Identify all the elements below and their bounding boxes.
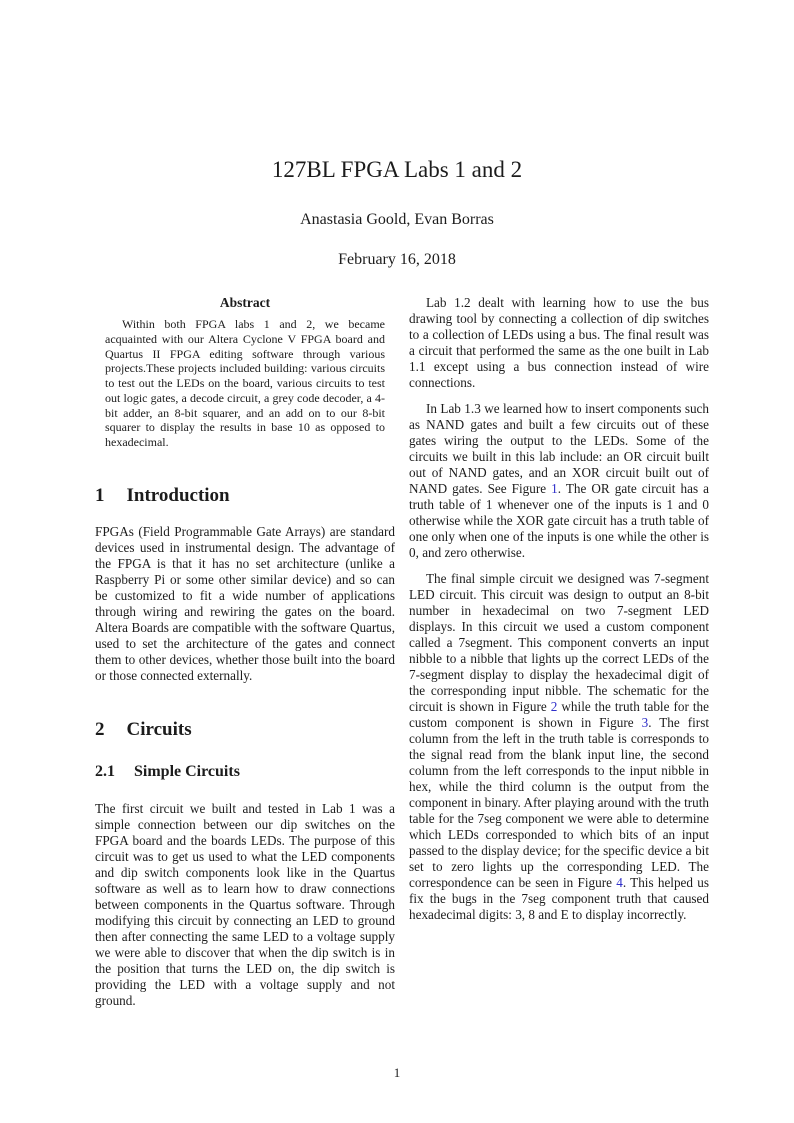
left-column: [95, 295, 395, 1009]
introduction-paragraph: FPGAs (Field Programmable Gate Arrays) are standard devices used in instrumental design. The advantage of the FPGA is that it has no set architecture (unlike a Raspberry Pi or some other similar device) and so can be customized to fit a wide number of applications through wiring and rewiring the gates on the board. Altera Boards are compatible with the software Quartus, used to set the architecture of the gates and connect them to other devices, whether those built into the board or those connected externally.: [95, 523, 395, 683]
section-number: 1: [95, 484, 105, 506]
two-column-layout: [95, 295, 710, 1009]
section-heading-circuits: [95, 718, 395, 741]
abstract-text: Within both FPGA labs 1 and 2, we became acquainted with our Altera Cyclone V FPGA board and Quartus II FPGA editing software through various projects.These projects included building: various circuits to test out the LEDs on the board, various circuits to test out logic gates, a decode circuit, a grey code decoder, a 4-bit adder, an 8-bit squarer, and an add on to our 8-bit squarer to display the results in base 10 as opposed to hexadecimal.: [105, 317, 385, 449]
figure-reference-link[interactable]: 3: [641, 715, 649, 730]
page-number: 1: [393, 1065, 401, 1080]
lab-1-3-paragraph: In Lab 1.3 we learned how to insert components such as NAND gates and built a few circuits out of these gates wiring the output to the LEDs. Some of the circuits we built in this lab include: an OR circuit built out of NAND gates, and an XOR circuit built out of NAND gates. See Figure 1. The OR gate circuit has a truth table of 1 whenever one of the inputs is 1 and 0 otherwise while the XOR gate circuit has a truth table of one only when one of the inputs is one while the other is 0, and zero otherwise.: [409, 401, 709, 560]
figure-reference-link[interactable]: 1: [551, 481, 558, 496]
section-heading-introduction: [95, 484, 395, 507]
simple-circuits-paragraph: The first circuit we built and tested in Lab 1 was a simple connection between our dip switches on the FPGA board and the boards LEDs. The purpose of this circuit was to get us used to what the LED components and dip switch components look like in the Quartus software as well as to learn how to draw connections between components in the Quartus software. Through modifying this circuit by connecting an LED to ground then after connecting the same LED to a voltage supply we were able to discover that when the dip switch is in the position that turns the LED on, the dip switch is providing the LED with a voltage supply and not ground.: [95, 800, 395, 1008]
paper-authors: Anastasia Goold, Evan Borras: [300, 211, 494, 228]
paper-date: February 16, 2018: [338, 251, 456, 268]
section-number: 2: [95, 718, 105, 740]
abstract-heading: Abstract: [219, 295, 271, 310]
section-title: Circuits: [126, 718, 192, 740]
subsection-number: 2.1: [95, 762, 115, 780]
seven-segment-paragraph: The final simple circuit we designed was 7-segment LED circuit. This circuit was design to output an 8-bit number in hexadecimal on two 7-segment LED displays. In this circuit we used a custom component called a 7segment. This component converts an input nibble to a nibble that lights up the correct LEDs of the 7-segment display to display the hexadecimal digit of the corresponding input nibble. The schematic for the circuit is shown in Figure 2 while the truth table for the custom component is shown in Figure 3. The first column from the left in the truth table is corresponds to the signal read from the blank input line, the second column from the left corresponds to the input nibble in hex, while the third column is the output from the component in binary. After playing around with the truth table for the 7seg component we were able to determine which LEDs corresponded to which bits of an input passed to the display device; for the specific device a bit set to zero lights up the corresponding LED. The correspondence can be seen in Figure 4. This helped us fix the bugs in the 7seg component truth that caused hexadecimal digits: 3, 8 and E to display incorrectly.: [409, 571, 710, 922]
subsection-heading-simple-circuits: [95, 762, 395, 782]
lab-1-2-paragraph: Lab 1.2 dealt with learning how to use the bus drawing tool by connecting a collection of dip switches to a collection of LEDs using a bus. The final result was a circuit that performed the same as the one built in Lab 1.1 except using a bus connection instead of wire connections.: [409, 295, 709, 390]
right-column: [409, 295, 709, 1009]
subsection-title: Simple Circuits: [134, 762, 240, 780]
title-block: [0, 0, 794, 269]
section-title: Introduction: [126, 484, 230, 506]
paper-title: 127BL FPGA Labs 1 and 2: [271, 157, 523, 182]
figure-reference-link[interactable]: 2: [550, 699, 558, 714]
figure-reference-link[interactable]: 4: [616, 875, 623, 890]
